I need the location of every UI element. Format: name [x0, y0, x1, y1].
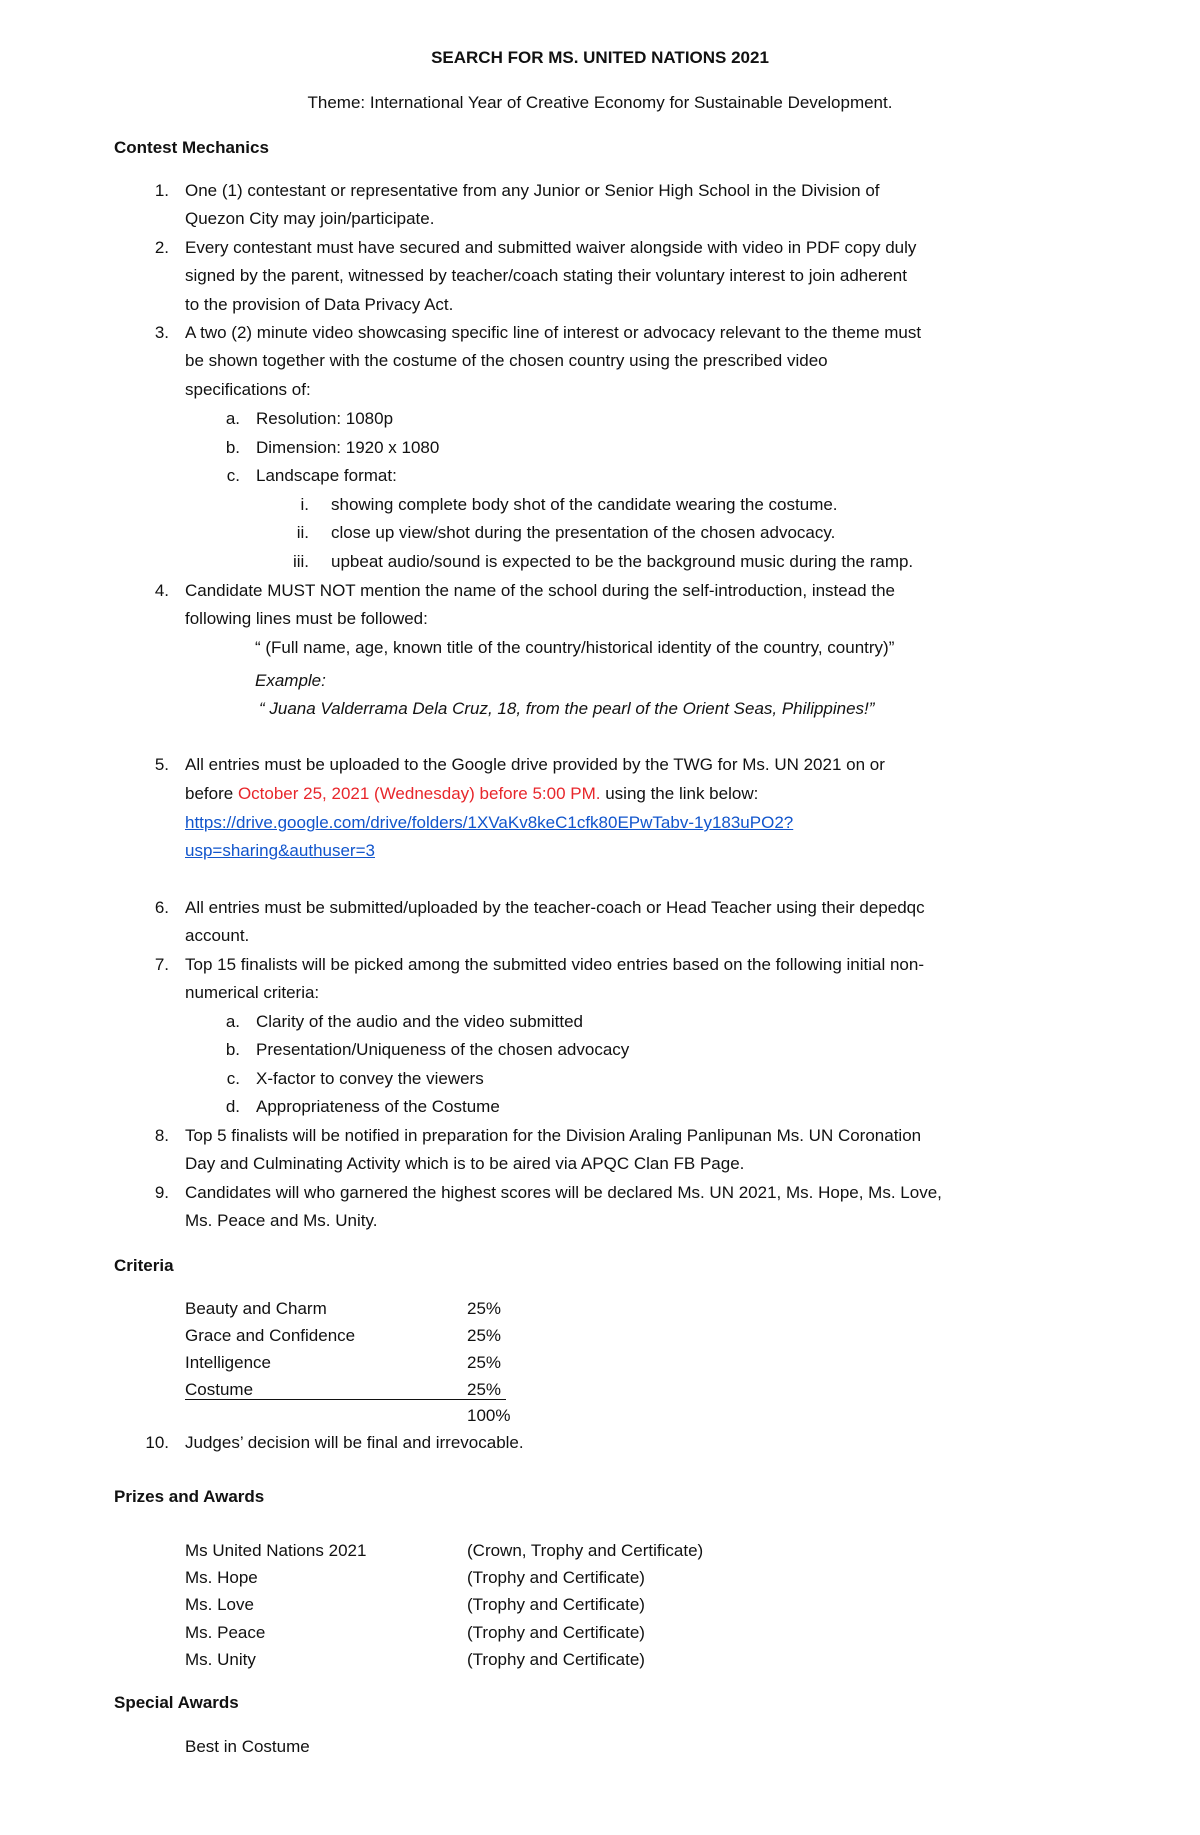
sub-list-letter: c. — [226, 466, 240, 485]
list-number: 2. — [154, 238, 169, 257]
example-quote: “ Juana Valderrama Dela Cruz, 18, from the pearl of the Orient Seas, Philippines!” — [259, 699, 875, 718]
spec-resolution: Resolution: 1080p — [256, 409, 394, 428]
prize-award: (Trophy and Certificate) — [467, 1650, 645, 1669]
theme-line: Theme: International Year of Creative Economy for Sustainable Development. — [307, 93, 893, 112]
prize-award: (Trophy and Certificate) — [467, 1595, 645, 1614]
mechanic-2-line-2: signed by the parent, witnessed by teacher/coach stating their voluntary interest to join adherent — [185, 266, 907, 285]
mechanic-5-line-2 — [185, 783, 758, 805]
prize-title: Ms. Unity — [185, 1650, 256, 1669]
list-number: 4. — [154, 581, 169, 600]
mechanic-3-line-1: A two (2) minute video showcasing specific line of interest or advocacy relevant to the theme must — [185, 323, 922, 342]
mechanic-1-line-2: Quezon City may join/participate. — [185, 209, 435, 228]
example-label: Example: — [255, 671, 326, 690]
mechanic-5-after: using the link below: — [600, 784, 759, 803]
sub-list-letter: a. — [225, 409, 240, 428]
prize-award: (Trophy and Certificate) — [467, 1568, 645, 1587]
mechanic-2-line-3: to the provision of Data Privacy Act. — [185, 295, 454, 314]
mechanic-8-line-1: Top 5 finalists will be notified in preparation for the Division Araling Panlipunan Ms. UN Coronation — [185, 1126, 922, 1145]
mechanic-3-line-2: be shown together with the costume of the chosen country using the prescribed video — [185, 351, 828, 370]
mechanic-4-line-2: following lines must be followed: — [185, 609, 428, 628]
criteria-row-pct: 25% — [467, 1299, 502, 1318]
prize-title: Ms. Hope — [185, 1568, 258, 1587]
spec-landscape-ii: close up view/shot during the presentation of the chosen advocacy. — [331, 523, 836, 542]
criterion-presentation: Presentation/Uniqueness of the chosen advocacy — [256, 1040, 630, 1059]
spec-dimension: Dimension: 1920 x 1080 — [256, 438, 440, 457]
criteria-heading: Criteria — [114, 1256, 174, 1275]
deadline-text: October 25, 2021 (Wednesday) before 5:00 PM. — [237, 784, 601, 803]
list-number: 9. — [154, 1183, 169, 1202]
criteria-row-name: Grace and Confidence — [185, 1326, 356, 1345]
criteria-row-name: Intelligence — [185, 1353, 272, 1372]
document-title: SEARCH FOR MS. UNITED NATIONS 2021 — [431, 48, 769, 67]
list-number: 1. — [154, 181, 169, 200]
spec-landscape-i: showing complete body shot of the candidate wearing the costume. — [331, 495, 838, 514]
prizes-heading: Prizes and Awards — [114, 1487, 265, 1506]
intro-format-quote: “ (Full name, age, known title of the country/historical identity of the country, country)” — [255, 638, 895, 657]
mechanic-8-line-2: Day and Culminating Activity which is to be aired via APQC Clan FB Page. — [185, 1154, 745, 1173]
criteria-row-pct: 25% — [467, 1380, 502, 1399]
mechanic-4-line-1: Candidate MUST NOT mention the name of the school during the self-introduction, instead the — [185, 581, 895, 600]
mechanic-6-line-1: All entries must be submitted/uploaded by the teacher-coach or Head Teacher using their depedqc — [185, 898, 925, 917]
criteria-row-name: Beauty and Charm — [185, 1299, 327, 1318]
prize-title: Ms. Peace — [185, 1623, 266, 1642]
mechanic-5-line-1: All entries must be uploaded to the Google drive provided by the TWG for Ms. UN 2021 on or — [185, 755, 885, 774]
list-number: 8. — [154, 1126, 169, 1145]
sub-sub-list-numeral: iii. — [292, 552, 309, 571]
criterion-clarity: Clarity of the audio and the video submitted — [256, 1012, 583, 1031]
drive-link-line-1[interactable]: https://drive.google.com/drive/folders/1XVaKv8keC1cfk80EPwTabv-1y183uPO2? — [185, 813, 794, 832]
sub-sub-list-numeral: i. — [300, 495, 309, 514]
criterion-x-factor: X-factor to convey the viewers — [256, 1069, 484, 1088]
criteria-row-pct: 25% — [467, 1353, 502, 1372]
prize-title: Ms. Love — [185, 1595, 254, 1614]
sub-list-letter: a. — [225, 1012, 240, 1031]
special-award-item: Best in Costume — [185, 1737, 310, 1756]
list-number: 7. — [154, 955, 169, 974]
spec-landscape: Landscape format: — [256, 466, 397, 485]
list-number: 6. — [154, 898, 169, 917]
criteria-row-pct: 25% — [467, 1326, 502, 1345]
special-awards-heading: Special Awards — [114, 1693, 239, 1712]
list-number: 10. — [145, 1433, 169, 1452]
sub-list-letter: b. — [225, 438, 240, 457]
drive-link-line-2[interactable]: usp=sharing&authuser=3 — [185, 841, 375, 860]
mechanic-10: Judges’ decision will be final and irrevocable. — [185, 1433, 524, 1452]
mechanic-9-line-2: Ms. Peace and Ms. Unity. — [185, 1211, 378, 1230]
spec-landscape-iii: upbeat audio/sound is expected to be the background music during the ramp. — [331, 552, 914, 571]
sub-list-letter: b. — [225, 1040, 240, 1059]
mechanic-1-line-1: One (1) contestant or representative from any Junior or Senior High School in the Division of — [185, 181, 880, 200]
prize-award: (Trophy and Certificate) — [467, 1623, 645, 1642]
sub-list-letter: d. — [225, 1097, 240, 1116]
mechanic-3-line-3: specifications of: — [185, 380, 311, 399]
criteria-total-underline — [185, 1399, 506, 1400]
list-number: 5. — [154, 755, 169, 774]
prize-title: Ms United Nations 2021 — [185, 1541, 367, 1560]
mechanic-7-line-2: numerical criteria: — [185, 983, 320, 1002]
mechanic-5-before: before — [185, 784, 238, 803]
criteria-total: 100% — [467, 1406, 511, 1425]
sub-list-letter: c. — [226, 1069, 240, 1088]
mechanic-6-line-2: account. — [185, 926, 250, 945]
prize-award: (Crown, Trophy and Certificate) — [467, 1541, 704, 1560]
contest-mechanics-heading: Contest Mechanics — [114, 138, 269, 157]
sub-sub-list-numeral: ii. — [296, 523, 309, 542]
criterion-costume: Appropriateness of the Costume — [256, 1097, 500, 1116]
mechanic-2-line-1: Every contestant must have secured and submitted waiver alongside with video in PDF copy duly — [185, 238, 917, 257]
list-number: 3. — [154, 323, 169, 342]
mechanic-7-line-1: Top 15 finalists will be picked among the submitted video entries based on the following initial non- — [185, 955, 924, 974]
criteria-row-name: Costume — [185, 1380, 254, 1399]
mechanic-9-line-1: Candidates will who garnered the highest scores will be declared Ms. UN 2021, Ms. Hope, Ms. Love, — [185, 1183, 942, 1202]
